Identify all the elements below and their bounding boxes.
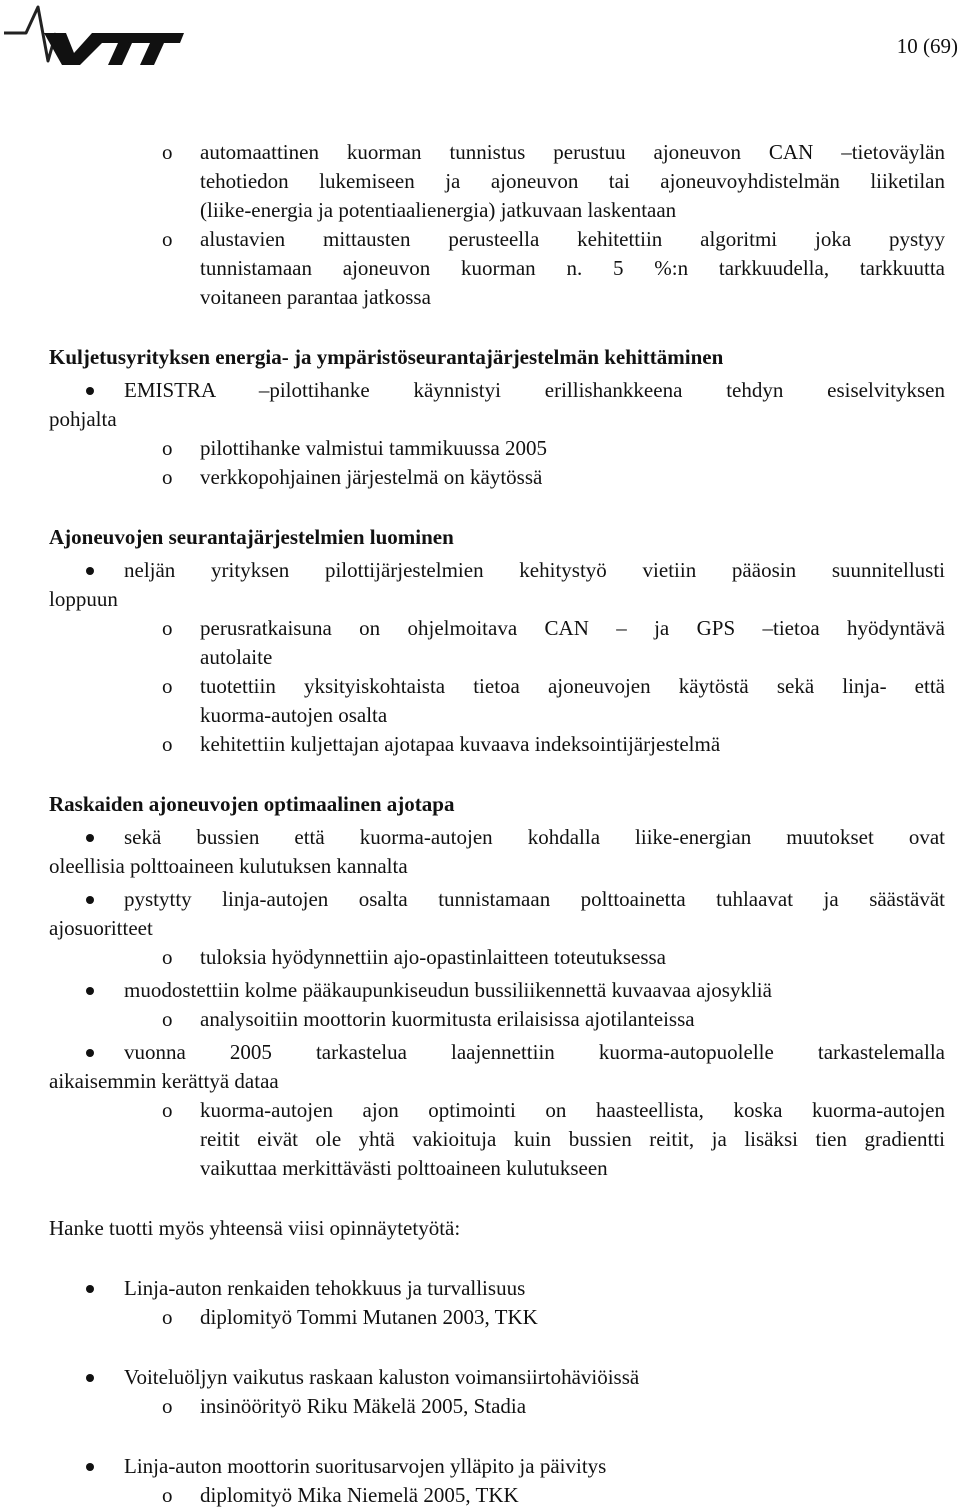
text-line: analysoitiin moottorin kuormitusta erilaisissa ajotilanteissa — [200, 1007, 695, 1031]
sub-bullet-marker: o — [162, 140, 173, 164]
bullet-marker — [86, 1285, 94, 1293]
text-line: perusratkaisuna on ohjelmoitava CAN – ja GPS –tietoa hyödyntävä — [200, 616, 945, 640]
list-item — [49, 138, 945, 225]
text-line: kuorma-autojen ajon optimointi on haasteellista, koska kuorma-autojen — [200, 1098, 945, 1122]
list-item — [49, 376, 945, 434]
list-item — [49, 823, 945, 881]
text-line: diplomityö Tommi Mutanen 2003, TKK — [200, 1305, 538, 1329]
text-line: pystytty linja-autojen osalta tunnistamaan polttoainetta tuhlaavat ja säästävät — [124, 887, 945, 911]
section-heading: Kuljetusyrityksen energia- ja ympäristöseurantajärjestelmän kehittäminen — [49, 345, 724, 369]
list-item — [49, 943, 945, 972]
text-line: oleellisia polttoaineen kulutuksen kannalta — [49, 854, 408, 878]
sub-bullet-marker: o — [162, 436, 173, 460]
sub-bullet-marker: o — [162, 1305, 173, 1329]
sub-bullet-marker: o — [162, 616, 173, 640]
text-line: sekä bussien että kuorma-autojen kohdalla liike-energian muutokset ovat — [124, 825, 945, 849]
sub-bullet-marker: o — [162, 945, 173, 969]
text-line: automaattinen kuorman tunnistus perustuu ajoneuvon CAN –tietoväylän — [200, 140, 945, 164]
bullet-marker — [86, 1049, 94, 1057]
list-item — [49, 463, 945, 492]
vtt-logo-mark — [4, 3, 184, 67]
text-line: vaikuttaa merkittävästi polttoaineen kulutukseen — [200, 1156, 608, 1180]
list-item — [49, 1005, 945, 1034]
text-line: voitaneen parantaa jatkossa — [200, 285, 431, 309]
bullet-marker — [86, 834, 94, 842]
text-line: tehotiedon lukemiseen ja ajoneuvon tai ajoneuvoyhdistelmän liiketilan — [200, 169, 945, 193]
text-line: neljän yrityksen pilottijärjestelmien kehitystyö vietiin pääosin suunnitellusti — [124, 558, 945, 582]
text-line: tuloksia hyödynnettiin ajo-opastinlaitteen toteutuksessa — [200, 945, 666, 969]
text-line: Linja-auton moottorin suoritusarvojen ylläpito ja päivitys — [124, 1454, 607, 1478]
list-item — [49, 1303, 945, 1332]
text-line: muodostettiin kolme pääkaupunkiseudun bussiliikennettä kuvaavaa ajosykliä — [124, 978, 772, 1002]
sub-bullet-marker: o — [162, 732, 173, 756]
vtt-logo — [4, 3, 184, 67]
text-line: vuonna 2005 tarkastelua laajennettiin kuorma-autopuolelle tarkastelemalla — [124, 1040, 945, 1064]
list-item — [49, 672, 945, 730]
text-line: kuorma-autojen osalta — [200, 703, 388, 727]
bullet-marker — [86, 567, 94, 575]
text-line: pohjalta — [49, 407, 117, 431]
text-line: aikaisemmin kerättyä dataa — [49, 1069, 279, 1093]
paragraph: Hanke tuotti myös yhteensä viisi opinnäytetyötä: — [49, 1216, 461, 1240]
text-line: verkkopohjainen järjestelmä on käytössä — [200, 465, 543, 489]
list-item — [49, 1274, 945, 1303]
bullet-marker — [86, 1374, 94, 1382]
list-item — [49, 434, 945, 463]
list-item — [49, 976, 945, 1005]
sub-bullet-marker: o — [162, 227, 173, 251]
text-line: EMISTRA –pilottihanke käynnistyi erillishankkeena tehdyn esiselvityksen — [124, 378, 945, 402]
bullet-marker — [86, 987, 94, 995]
sub-bullet-marker: o — [162, 465, 173, 489]
sub-bullet-marker: o — [162, 1098, 173, 1122]
text-line: insinöörityö Riku Mäkelä 2005, Stadia — [200, 1394, 527, 1418]
text-line: tunnistamaan ajoneuvon kuorman n. 5 %:n tarkkuudella, tarkkuutta — [200, 256, 945, 280]
page-number: 10 (69) — [896, 34, 958, 58]
list-item — [49, 885, 945, 943]
text-line: autolaite — [200, 645, 273, 669]
list-item — [49, 1363, 945, 1392]
text-line: loppuun — [49, 587, 118, 611]
text-line: tuotettiin yksityiskohtaista tietoa ajoneuvojen käytöstä sekä linja- että — [200, 674, 945, 698]
list-item — [49, 1481, 945, 1510]
text-line: ajosuoritteet — [49, 916, 153, 940]
text-line: diplomityö Mika Niemelä 2005, TKK — [200, 1483, 519, 1507]
list-item — [49, 225, 945, 312]
list-item — [49, 1038, 945, 1096]
list-item — [49, 730, 945, 759]
list-item — [49, 1452, 945, 1481]
bullet-marker — [86, 896, 94, 904]
sub-bullet-marker: o — [162, 674, 173, 698]
sub-bullet-marker: o — [162, 1007, 173, 1031]
text-line: Linja-auton renkaiden tehokkuus ja turvallisuus — [124, 1276, 526, 1300]
section-heading: Raskaiden ajoneuvojen optimaalinen ajotapa — [49, 792, 455, 816]
sub-bullet-marker: o — [162, 1394, 173, 1418]
text-line: alustavien mittausten perusteella kehitettiin algoritmi joka pystyy — [200, 227, 945, 251]
bullet-marker — [86, 387, 94, 395]
section-heading: Ajoneuvojen seurantajärjestelmien luominen — [49, 525, 454, 549]
bullet-marker — [86, 1463, 94, 1471]
text-line: (liike-energia ja potentiaalienergia) jatkuvaan laskentaan — [200, 198, 677, 222]
list-item — [49, 556, 945, 614]
document-body — [49, 138, 945, 1510]
text-line: Voiteluöljyn vaikutus raskaan kaluston voimansiirtohäviöissä — [124, 1365, 640, 1389]
text-line: reitit eivät ole yhtä vakioituja kuin bussien reitit, ja lisäksi tien gradientti — [200, 1127, 945, 1151]
list-item — [49, 614, 945, 672]
list-item — [49, 1392, 945, 1421]
text-line: kehitettiin kuljettajan ajotapaa kuvaava indeksointijärjestelmä — [200, 732, 721, 756]
text-line: pilottihanke valmistui tammikuussa 2005 — [200, 436, 548, 460]
sub-bullet-marker: o — [162, 1483, 173, 1507]
list-item — [49, 1096, 945, 1183]
